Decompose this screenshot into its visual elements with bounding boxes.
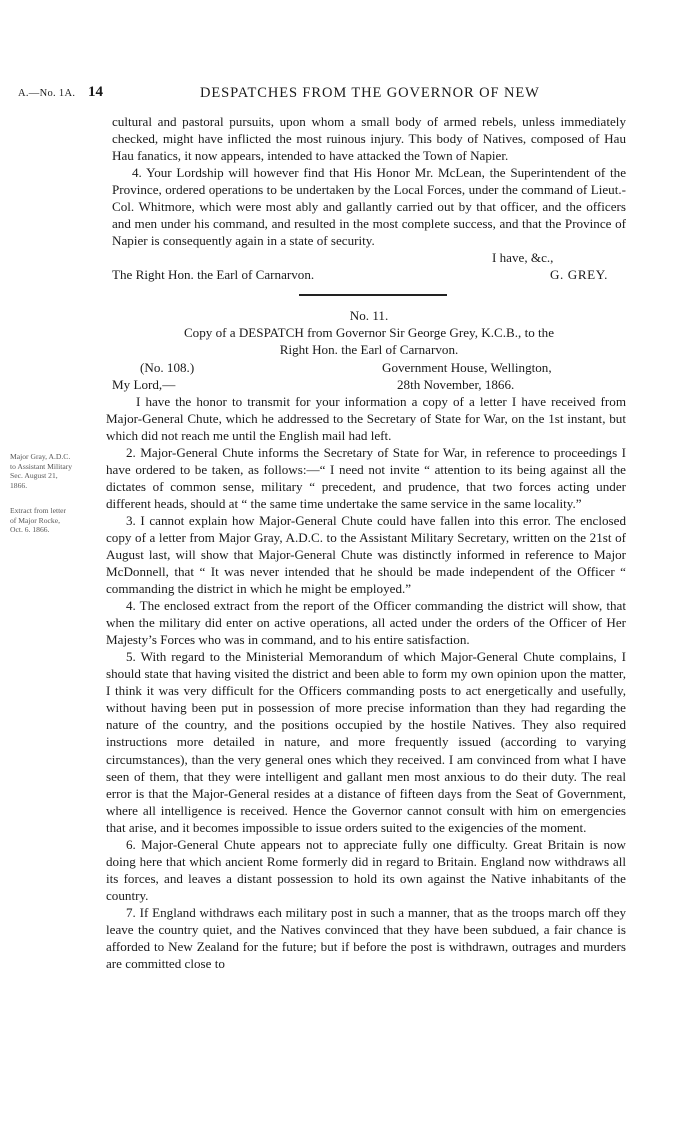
signature: G. GREY. xyxy=(549,267,608,283)
closing-formula: I have, &c., xyxy=(492,250,554,266)
despatch-paragraph-3: 3. I cannot explain how Major-General Chute could have fallen into this error. The enclosed copy of a letter from Major Gray, A.D.C. to the Assistant Military Secretary, written on the 21st of August last, will show that Major-General Chute was distinctly informed in reference to Major McDonnell, that “ It was never intended that he should be made independent of the Officer “ commanding the district in which he might be employed.” xyxy=(106,512,626,597)
page-number: 14 xyxy=(88,84,103,100)
despatch-reference: (No. 108.) xyxy=(140,359,195,375)
margin-note-gray-letter: Major Gray, A.D.C. to Assistant Military Sec. August 21, 1866. xyxy=(10,452,73,490)
running-title: DESPATCHES FROM THE GOVERNOR OF NEW xyxy=(200,85,540,101)
despatch-paragraph-2: 2. Major-General Chute informs the Secretary of State for War, in reference to proceedings I have ordered to be taken, as follows:—“ I need not invite “ attention to its being against all the dictates of common sense, military “ precedent, and prudence, that two forces acting under different heads, should at “ the same time undertake the same service in the same locality.” xyxy=(106,444,626,511)
section-divider xyxy=(299,294,447,296)
despatch-number: No. 11. xyxy=(349,308,389,324)
paragraph-continuation: cultural and pastoral pursuits, upon whom a small body of armed rebels, unless immediately checked, might have inflicted the most ruinous injury. This body of Natives, composed of Hau Hau fanatics, it now appears, intended to have attacked the Town of Napier. xyxy=(112,114,626,164)
despatch-salutation-line xyxy=(112,376,626,393)
despatch-paragraph-6: 6. Major-General Chute appears not to appreciate fully one difficulty. Great Britain is now doing here that which ancient Rome formerly did in regard to Britain. England now withdraws all its forces, and leaves a distant possession to hold its own against the Native inhabitants of the country. xyxy=(106,836,626,903)
salutation: My Lord,— xyxy=(112,376,176,392)
margin-note-rocke-extract: Extract from letter of Major Rocke, Oct. 6. 1866. xyxy=(10,506,67,535)
despatch-paragraph-4: 4. The enclosed extract from the report of the Officer commanding the district will show, that when the military did enter on active operations, all acted under the orders of the Officer of Her Majesty’s Forces who was in command, and to his entire satisfaction. xyxy=(106,598,626,648)
signature-line xyxy=(112,266,626,283)
document-reference: A.—No. 1A. xyxy=(18,88,76,99)
despatch-place: Government House, Wellington, xyxy=(382,359,552,375)
despatch-title-line-2: Right Hon. the Earl of Carnarvon. xyxy=(279,342,459,358)
despatch-paragraph-5: 5. With regard to the Ministerial Memorandum of which Major-General Chute complains, I should state that having visited the district and been able to form my own opinion upon the matter, I think it was very difficult for the Officers commanding posts to act energetically and usefully, without having been put in possession of more precise information than they had regarding the nature of the country, and the positions occupied by the hostile Natives. They also required instructions more detailed in nature, and more frequently issued (according to varying circumstances), than the very general ones which they received. I am convinced from what I have seen of them, that they were intelligent and gallant men most anxious to do their duty. The real error is that the Major-General resides at a distance of fifteen days from the Seat of Government, where all intelligence is received. Hence the Governor cannot consult with him on emergencies that arise, and it becomes impossible to issue orders suited to the exigencies of the moment. xyxy=(106,649,626,835)
paragraph-4: 4. Your Lordship will however find that His Honor Mr. McLean, the Superintendent of the Province, ordered operations to be undertaken by the Local Forces, under the command of Lieut.-Col. Whitmore, which were most ably and gallantly carried out by that officer, and the officers and men under his command, and resulted in the most complete success, and that the Province of Napier is consequently again in a state of security. xyxy=(112,165,626,249)
page-header xyxy=(0,84,700,104)
despatch-title-line-1: Copy of a DESPATCH from Governor Sir George Grey, K.C.B., to the xyxy=(183,325,555,341)
closing-line xyxy=(112,249,626,266)
document-body xyxy=(106,113,626,972)
despatch-ref-line xyxy=(112,359,626,376)
despatch-date: 28th November, 1866. xyxy=(397,376,515,392)
addressee: The Right Hon. the Earl of Carnarvon. xyxy=(112,267,315,283)
despatch-paragraph-7: 7. If England withdraws each military post in such a manner, that as the troops march off they leave the country quiet, and the Natives convinced that they have been subdued, a fair chance is afforded to New Zealand for the future; but if before the post is withdrawn, outrages and murders are committed close to xyxy=(106,904,626,972)
despatch-paragraph-1: I have the honor to transmit for your information a copy of a letter I have received from Major-General Chute, which he addressed to the Secretary of State for War, on the 1st instant, but which did not reach me until the English mail had left. xyxy=(106,393,626,443)
